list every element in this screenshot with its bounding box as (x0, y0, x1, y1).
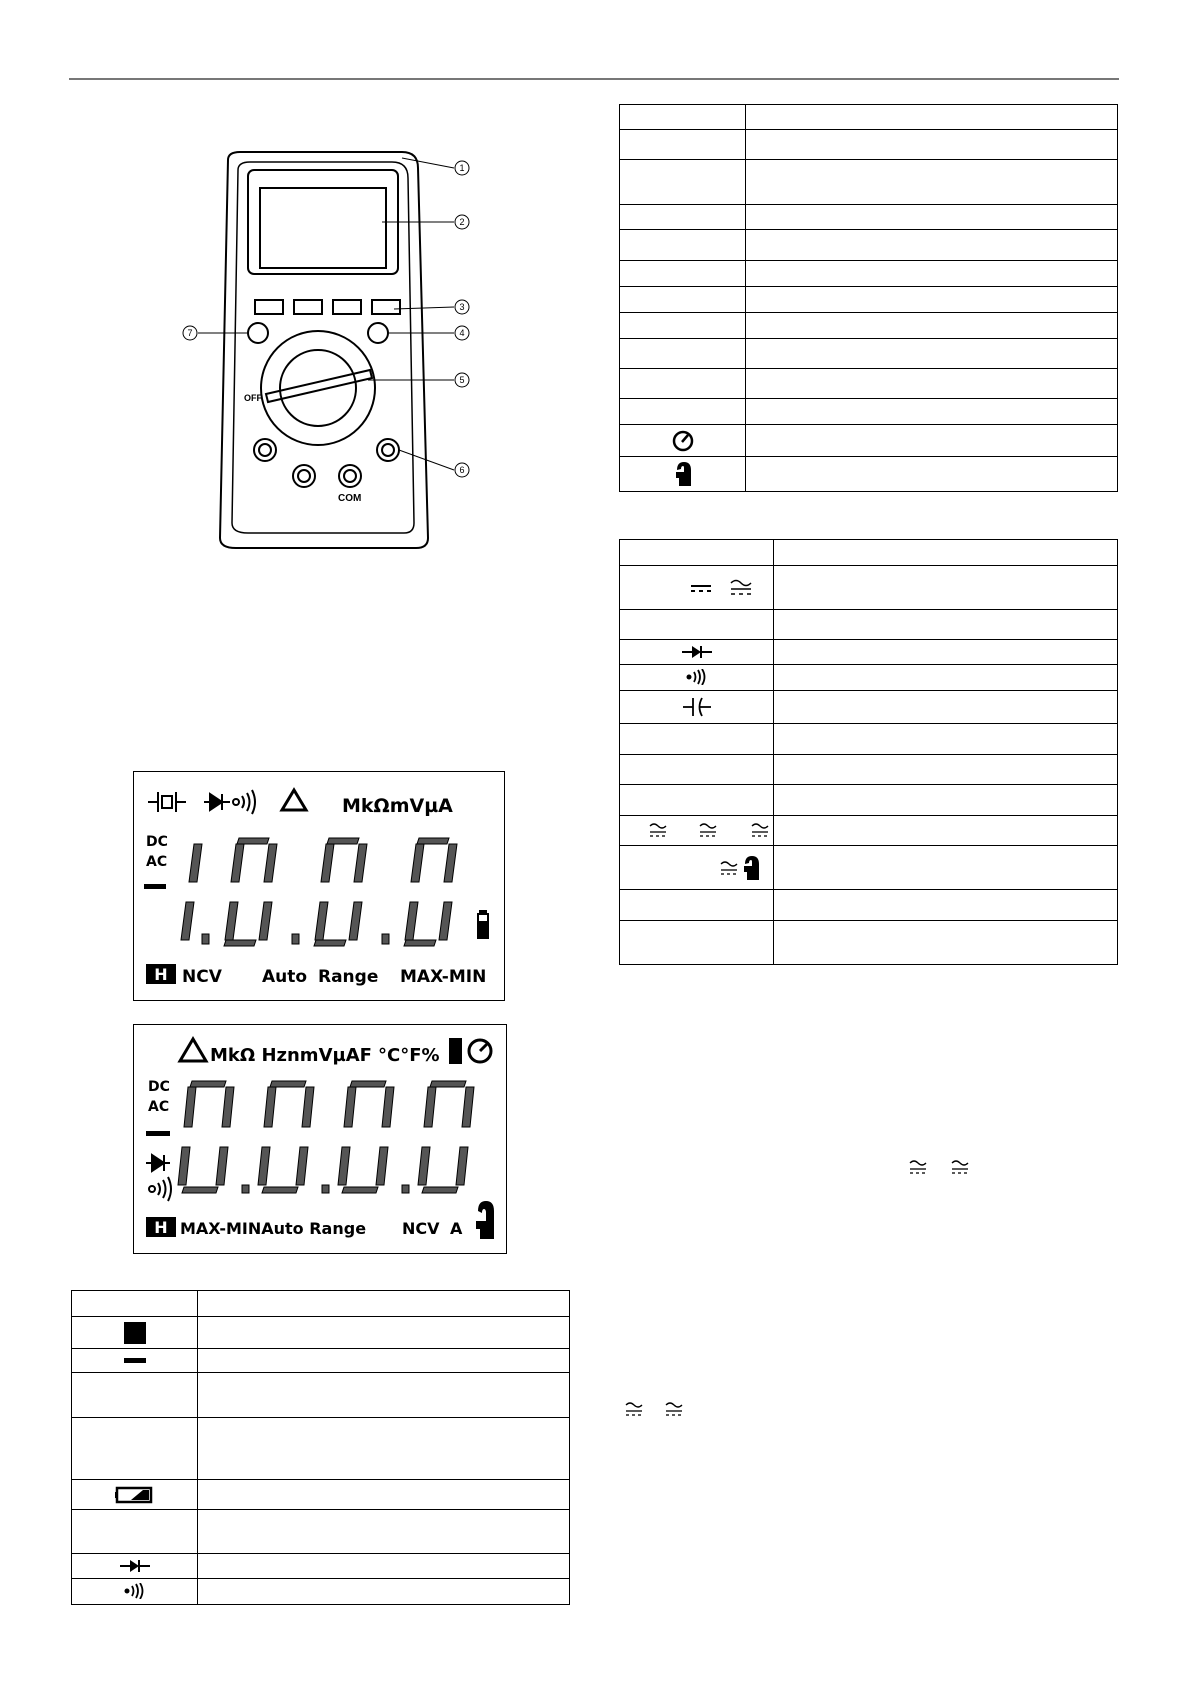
lcd2-continuity-icon (149, 1177, 171, 1201)
lcd-display-1 (133, 771, 505, 1001)
com-jack-label: COM (338, 493, 362, 504)
table-row (620, 339, 1118, 369)
acdc-triple-icon (622, 820, 772, 842)
lcd2-maxmin-auto-range: MAX-MINAuto Range (180, 1219, 367, 1238)
lcd2-battery-icon (450, 1039, 461, 1063)
symbol-table-right-mid (619, 539, 1118, 965)
diode-icon (120, 1558, 150, 1574)
table-row (620, 785, 1118, 816)
callout-4: 4 (459, 328, 465, 338)
warning-triangle-icon (180, 1039, 206, 1061)
callout-2: 2 (459, 217, 465, 227)
table-row (72, 1579, 570, 1605)
table-row (620, 755, 1118, 785)
lcd-display-2 (133, 1024, 507, 1254)
square-icon (124, 1322, 146, 1344)
battery-icon (115, 1485, 155, 1505)
table-row (620, 566, 1118, 610)
callout-3: 3 (459, 302, 465, 312)
callout-5: 5 (459, 375, 465, 385)
table-row (72, 1349, 570, 1373)
table-row (620, 610, 1118, 640)
acdc-clamp-icon (719, 854, 763, 882)
lcd2-a: A (450, 1219, 463, 1238)
dial-off-label: OFF (244, 393, 262, 403)
table-row (620, 540, 1118, 566)
dc-ac-icon (683, 575, 757, 601)
table-row (620, 457, 1118, 492)
table-row (72, 1510, 570, 1554)
header-rule (69, 78, 1119, 80)
minus-bar-icon (124, 1358, 146, 1363)
callout-1: 1 (459, 163, 465, 173)
lcd2-clamp-icon (476, 1201, 494, 1239)
table-row (620, 640, 1118, 665)
table-row (72, 1418, 570, 1480)
table-row (620, 724, 1118, 755)
multimeter-figure (170, 148, 480, 553)
lcd1-minus-icon (144, 884, 166, 889)
symbol-table-left (71, 1290, 570, 1605)
lcd2-auto-off-icon (469, 1040, 491, 1062)
lcd1-hold-letter: H (154, 965, 168, 984)
table-row (620, 816, 1118, 846)
lcd1-ncv: NCV (182, 967, 222, 987)
lcd1-range: Range (318, 967, 379, 987)
continuity-icon (123, 1583, 147, 1599)
table-row (620, 691, 1118, 724)
clamp-icon (673, 460, 693, 488)
capacitor-diode-icons (148, 790, 255, 814)
table-row (72, 1373, 570, 1418)
table-row (620, 160, 1118, 205)
table-row (620, 890, 1118, 921)
table-row (620, 313, 1118, 339)
table-row (620, 846, 1118, 890)
table-row (620, 230, 1118, 261)
table-row (620, 665, 1118, 691)
lcd2-minus-icon (146, 1131, 170, 1136)
diode-icon (682, 644, 712, 660)
table-row (620, 105, 1118, 130)
lcd1-auto: Auto (262, 967, 308, 987)
inline-acdc-symbols-2 (624, 1400, 688, 1420)
table-row (620, 205, 1118, 230)
lcd1-battery-icon (478, 911, 488, 938)
symbol-table-right-top (619, 104, 1118, 492)
lcd1-maxmin: MAX-MIN (400, 967, 487, 987)
lcd1-seven-segment-digits (181, 838, 457, 946)
lcd1-units: MkΩmVµA (342, 795, 453, 817)
lcd1-ac: AC (146, 854, 168, 870)
lcd2-ac: AC (148, 1099, 170, 1115)
table-row (620, 369, 1118, 399)
table-row (72, 1291, 570, 1317)
continuity-icon (685, 669, 709, 685)
lcd2-ncv: NCV (402, 1219, 440, 1238)
lcd2-seven-segment-digits (178, 1081, 474, 1193)
lcd2-diode-icon (146, 1155, 170, 1171)
lcd2-temp: °C°F% (378, 1045, 440, 1066)
inline-acdc-symbols-1 (908, 1158, 972, 1178)
capacitor-icon (683, 696, 711, 718)
table-row (620, 399, 1118, 425)
table-row (620, 261, 1118, 287)
lcd1-dc: DC (146, 834, 168, 850)
warning-triangle-icon (282, 790, 306, 810)
table-row (72, 1554, 570, 1579)
table-row (620, 130, 1118, 160)
table-row (620, 287, 1118, 313)
table-row (620, 425, 1118, 457)
table-row (72, 1317, 570, 1349)
lcd2-units: MkΩ HznmVµAF (210, 1045, 372, 1066)
lcd2-dc: DC (148, 1079, 170, 1095)
table-row (620, 921, 1118, 965)
lcd2-hold-letter: H (154, 1218, 168, 1237)
callout-6: 6 (459, 465, 465, 475)
table-row (72, 1480, 570, 1510)
callout-7: 7 (187, 328, 193, 338)
auto-off-icon (670, 429, 696, 453)
